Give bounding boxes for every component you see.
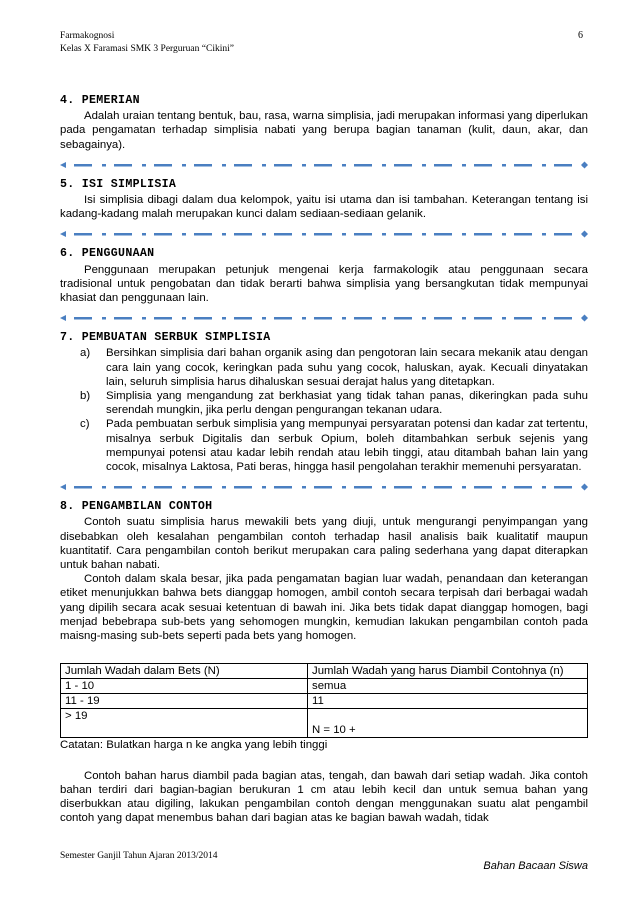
divider-dot xyxy=(102,164,106,167)
section-4-body: Adalah uraian tentang bentuk, bau, rasa, warna simplisia, jadi merupakan informasi yang diperlukan pada pengamatan terhadap simplisia nabati yang berupa bagian tanaman (kulit, daun, akar, dan sebagainya). xyxy=(60,110,589,151)
section-7-title: 7. PEMBUATAN SERBUK SIMPLISIA xyxy=(60,331,271,345)
divider-diamond-icon xyxy=(581,315,588,322)
divider-dash xyxy=(554,317,572,320)
divider-diamond-icon xyxy=(581,484,588,491)
divider-dash xyxy=(434,164,452,167)
divider-dot xyxy=(262,164,266,167)
divider-dot xyxy=(382,317,386,320)
divider-dot xyxy=(422,233,426,236)
divider-dash xyxy=(394,317,412,320)
footer-label: Bahan Bacaan Siswa xyxy=(483,860,588,872)
table-cell: 1 - 10 xyxy=(61,679,308,694)
table-cell: N = 10 + xyxy=(308,709,588,738)
table-row xyxy=(61,679,588,694)
section-5-title: 5. ISI SIMPLISIA xyxy=(60,177,177,191)
divider-diamond-icon xyxy=(581,161,588,168)
divider-arrow-icon xyxy=(60,315,66,321)
list-item xyxy=(60,389,588,417)
divider-dot xyxy=(182,486,186,489)
divider-dot xyxy=(142,164,146,167)
divider-dot xyxy=(142,317,146,320)
main-content xyxy=(60,94,588,825)
divider-arrow-icon xyxy=(60,484,66,490)
list-item-text: Pada pembuatan serbuk simplisia yang mempunyai persyaratan potensi dan kadar zat tertentu, misalnya serbuk Digitalis dan serbuk Opium, boleh ditambahkan serbuk sejenis yang mempunyai potensi atau kadar lebih rendah atau lebih tinggi, atau ditambah bahan lain yang cocok, misalnya Laktosa, Pati beras, hingga hasil pengolahan terakhir memenuhi persyaratan. xyxy=(106,418,588,474)
divider-arrow-icon xyxy=(60,162,66,168)
divider-dot xyxy=(382,164,386,167)
divider-dash xyxy=(354,486,372,489)
divider-dash xyxy=(234,486,252,489)
list-marker: a) xyxy=(80,347,91,360)
divider-dash xyxy=(554,164,572,167)
divider-dash xyxy=(114,233,132,236)
table-header-cell: Jumlah Wadah yang harus Diambil Contohnya (n) xyxy=(308,664,588,679)
divider-dash xyxy=(394,486,412,489)
divider-arrow-icon xyxy=(60,231,66,237)
divider-dash xyxy=(194,317,212,320)
footer-semester: Semester Ganjil Tahun Ajaran 2013/2014 xyxy=(60,851,218,861)
divider-dot xyxy=(382,233,386,236)
divider-dash xyxy=(354,233,372,236)
divider-dot xyxy=(222,317,226,320)
divider-dash xyxy=(274,233,292,236)
divider-dash xyxy=(314,486,332,489)
divider-dash xyxy=(74,164,92,167)
divider-dot xyxy=(142,486,146,489)
divider-dot xyxy=(102,486,106,489)
divider-dot xyxy=(542,317,546,320)
divider-dash xyxy=(434,317,452,320)
divider-line xyxy=(60,482,588,492)
list-item-text: Bersihkan simplisia dari bahan organik asing dan pengotoran lain secara mekanik atau dengan cara lain yang cocok, keringkan pada suhu yang cocok, haluskan, ayak. Kecuali dinyatakan lain, seluruh simplisia harus dihaluskan sesuai derajat halus yang ditetapkan. xyxy=(106,347,588,388)
page-header xyxy=(60,30,234,56)
table-cell: semua xyxy=(308,679,588,694)
divider-line xyxy=(60,313,588,323)
divider-dash xyxy=(154,486,172,489)
divider-dot xyxy=(542,233,546,236)
divider-dash xyxy=(314,317,332,320)
list-item xyxy=(60,346,588,389)
header-class: Kelas X Faramasi SMK 3 Perguruan “Cikini” xyxy=(60,44,234,54)
divider-dot xyxy=(102,317,106,320)
divider-dot xyxy=(182,164,186,167)
divider-dot xyxy=(342,164,346,167)
divider-dash xyxy=(74,233,92,236)
table-header-row xyxy=(61,664,588,679)
sampling-table xyxy=(60,663,588,738)
header-course: Farmakognosi xyxy=(60,31,115,41)
divider-dash xyxy=(394,233,412,236)
divider-dash xyxy=(434,486,452,489)
divider-dot xyxy=(222,486,226,489)
divider-dash xyxy=(234,233,252,236)
divider-dash xyxy=(114,486,132,489)
section-divider xyxy=(60,160,588,170)
divider-dash xyxy=(234,317,252,320)
section-divider xyxy=(60,313,588,323)
divider-dash xyxy=(314,233,332,236)
divider-dash xyxy=(74,486,92,489)
divider-dash xyxy=(194,233,212,236)
divider-dot xyxy=(542,164,546,167)
table-row xyxy=(61,694,588,709)
divider-dash xyxy=(154,164,172,167)
divider-dash xyxy=(274,164,292,167)
divider-dot xyxy=(502,164,506,167)
divider-dash xyxy=(154,233,172,236)
divider-dash xyxy=(314,164,332,167)
divider-dash xyxy=(234,164,252,167)
divider-dot xyxy=(182,317,186,320)
divider-dot xyxy=(262,486,266,489)
divider-dot xyxy=(342,486,346,489)
section-8-para-2: Contoh dalam skala besar, jika pada pengamatan bagian luar wadah, penandaan dan keterangan etiket menunjukkan bahwa bets dianggap homogen, ambil contoh secara terpisah dari berbagai wadah yang dipilih secara acak sesuai ketentuan di bawah ini. Jika bets tidak dapat dianggap homogen, bagi menjad bebebrapa sub-bets yang sehomogen mungkin, kemudian lakukan pengambilan contoh pada maisng-masing sub-bets seperti pada bets yang homogen. xyxy=(60,573,588,643)
divider-dash xyxy=(514,164,532,167)
divider-dash xyxy=(554,486,572,489)
divider-dash xyxy=(514,317,532,320)
table-note: Catatan: Bulatkan harga n ke angka yang lebih tinggi xyxy=(60,739,328,752)
divider-dot xyxy=(462,233,466,236)
divider-dot xyxy=(502,486,506,489)
divider-dot xyxy=(222,164,226,167)
divider-dash xyxy=(274,486,292,489)
divider-diamond-icon xyxy=(581,231,588,238)
divider-dot xyxy=(342,233,346,236)
divider-dash xyxy=(194,486,212,489)
divider-dash xyxy=(354,164,372,167)
section-5-body: Isi simplisia dibagi dalam dua kelompok, yaitu isi utama dan isi tambahan. Keterangan tentang isi kadang-kadang malah merupakan kunci dalam sediaan-sediaan gelanik. xyxy=(60,194,588,221)
divider-line xyxy=(60,160,588,170)
divider-dot xyxy=(262,317,266,320)
table-cell: 11 xyxy=(308,694,588,709)
divider-dash xyxy=(474,233,492,236)
divider-dot xyxy=(182,233,186,236)
divider-dash xyxy=(514,233,532,236)
table-row xyxy=(61,709,588,738)
divider-dot xyxy=(542,486,546,489)
divider-dash xyxy=(114,317,132,320)
section-6-body: Penggunaan merupakan petunjuk mengenai kerja farmakologik atau penggunaan secara tradisional untuk pengobatan dan tidak berarti bahwa simplisia yang bersangkutan tidak mempunyai khasiat dan penggunaan lain. xyxy=(60,263,588,305)
section-divider xyxy=(60,229,588,239)
divider-dot xyxy=(422,486,426,489)
divider-dash xyxy=(474,164,492,167)
divider-dash xyxy=(474,486,492,489)
list-item-text: Simplisia yang mengandung zat berkhasiat yang tidak tahan panas, dikeringkan pada suhu serendah mungkin, jika perlu dengan pengurangan tekanan udara. xyxy=(106,390,588,417)
list-marker: b) xyxy=(80,390,91,403)
divider-dash xyxy=(274,317,292,320)
section-8-para-1: Contoh suatu simplisia harus mewakili bets yang diuji, untuk mengurangi penyimpangan yang disebabkan oleh kesalahan pengambilan contoh terhadap hasil analisis baik kualitatif maupun kuantitatif. Cara pengambilan contoh berikut merupakan cara paling sederhana yang dapat diterapkan untuk bahan nabati. xyxy=(60,516,588,572)
divider-dot xyxy=(342,317,346,320)
table-cell: > 19 xyxy=(61,709,308,738)
divider-dash xyxy=(394,164,412,167)
list-item xyxy=(60,417,588,474)
divider-dot xyxy=(262,233,266,236)
divider-dash xyxy=(194,164,212,167)
divider-dot xyxy=(302,164,306,167)
section-8-para-3: Contoh bahan harus diambil pada bagian atas, tengah, dan bawah dari setiap wadah. Jika contoh bahan terdiri dari bagian-bagian berukuran 1 cm atau lebih kecil dan untuk semua bahan yang diserbukkan atau digiling, lakukan pengambilan contoh dengan menggunakan suatu alat pengambil contoh yang dapat menembus bahan dari bagian atas ke bagian bawah wadah, tidak xyxy=(60,769,588,825)
divider-dot xyxy=(502,233,506,236)
page-number: 6 xyxy=(578,30,583,41)
table-header-cell: Jumlah Wadah dalam Bets (N) xyxy=(61,664,308,679)
divider-dot xyxy=(142,233,146,236)
divider-dot xyxy=(462,164,466,167)
divider-dot xyxy=(422,164,426,167)
divider-dash xyxy=(114,164,132,167)
section-4-title: 4. PEMERIAN xyxy=(60,94,140,107)
divider-dash xyxy=(354,317,372,320)
divider-dot xyxy=(502,317,506,320)
table-cell: 11 - 19 xyxy=(61,694,308,709)
list-marker: c) xyxy=(80,418,90,431)
divider-dot xyxy=(422,317,426,320)
divider-dash xyxy=(554,233,572,236)
divider-dot xyxy=(462,486,466,489)
divider-dot xyxy=(302,233,306,236)
divider-dot xyxy=(462,317,466,320)
divider-dot xyxy=(302,486,306,489)
divider-dash xyxy=(434,233,452,236)
divider-dot xyxy=(382,486,386,489)
divider-dash xyxy=(514,486,532,489)
divider-dash xyxy=(154,317,172,320)
divider-dot xyxy=(302,317,306,320)
divider-dot xyxy=(222,233,226,236)
section-8-title: 8. PENGAMBILAN CONTOH xyxy=(60,500,213,514)
divider-dash xyxy=(474,317,492,320)
divider-dot xyxy=(102,233,106,236)
divider-dash xyxy=(74,317,92,320)
section-6-title: 6. PENGGUNAAN xyxy=(60,247,155,261)
section-7-list xyxy=(60,346,588,474)
divider-line xyxy=(60,229,588,239)
section-divider xyxy=(60,482,588,492)
